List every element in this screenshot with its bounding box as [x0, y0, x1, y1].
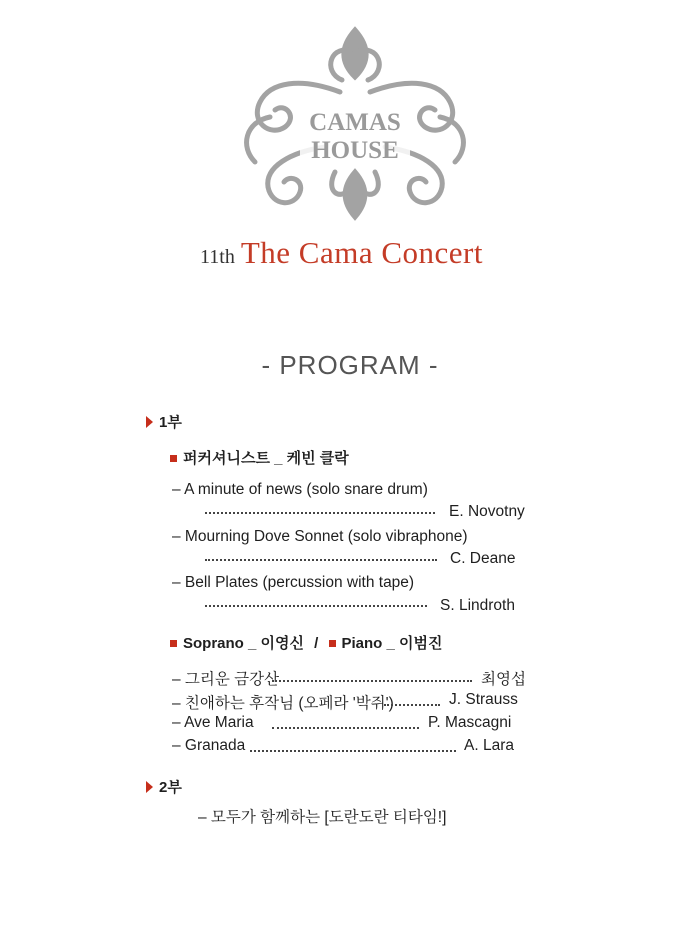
leader-dots [384, 704, 440, 706]
heading-separator: / [314, 635, 319, 652]
triangle-bullet-icon [146, 781, 153, 793]
percussion-piece-1-title: – A minute of news (solo snare drum) [172, 481, 428, 498]
square-bullet-icon [329, 640, 336, 647]
leader-dots [272, 727, 419, 729]
soprano-heading: Soprano _ 이영신 [183, 635, 304, 652]
percussion-heading: 퍼커셔니스트 _ 케빈 클락 [183, 450, 349, 467]
concert-title [200, 235, 520, 279]
part2-label: 2부 [159, 779, 182, 796]
part1-label: 1부 [159, 414, 182, 431]
percussion-piece-1-composer: E. Novotny [449, 503, 525, 520]
vocal-heading-row [170, 632, 443, 653]
program-heading: - PROGRAM - [261, 350, 439, 380]
leader-dots [250, 750, 456, 752]
vocal-piece-3-title: – Ave Maria [172, 714, 254, 731]
triangle-bullet-icon [146, 416, 153, 428]
vocal-piece-3-composer: P. Mascagni [428, 714, 512, 731]
leader-dots [205, 559, 437, 561]
percussion-piece-3-title: – Bell Plates (percussion with tape) [172, 574, 415, 591]
percussion-piece-3-composer: S. Lindroth [440, 597, 515, 614]
camas-house-logo [230, 22, 480, 232]
percussion-piece-2-title: – Mourning Dove Sonnet (solo vibraphone) [172, 528, 468, 545]
logo-line1: CAMAS [309, 109, 401, 136]
leader-dots [205, 512, 435, 514]
leader-dots [205, 605, 427, 607]
square-bullet-icon [170, 640, 177, 647]
concert-name: The Cama Concert [240, 235, 483, 270]
logo-line2: HOUSE [311, 137, 399, 164]
square-bullet-icon [170, 455, 177, 462]
percussion-piece-2-composer: C. Deane [450, 550, 516, 567]
concert-edition: 11th [200, 246, 235, 268]
piano-heading: Piano _ 이범진 [341, 635, 443, 652]
part2-item: – 모두가 함께하는 [도란도란 티타임!] [198, 809, 447, 826]
leader-dots [272, 680, 472, 682]
vocal-piece-2-composer: J. Strauss [449, 691, 518, 708]
part2-label-row [146, 776, 182, 797]
vocal-piece-4-composer: A. Lara [464, 737, 514, 754]
vocal-piece-1-composer: 최영섭 [481, 671, 526, 688]
part1-label-row [146, 411, 182, 432]
vocal-piece-1-title: – 그리운 금강산 [172, 671, 280, 688]
percussion-heading-row [170, 447, 349, 468]
vocal-piece-4-title: – Granada [172, 737, 246, 754]
vocal-piece-2-title: – 친애하는 후작님 (오페라 '박쥐') [172, 695, 394, 712]
